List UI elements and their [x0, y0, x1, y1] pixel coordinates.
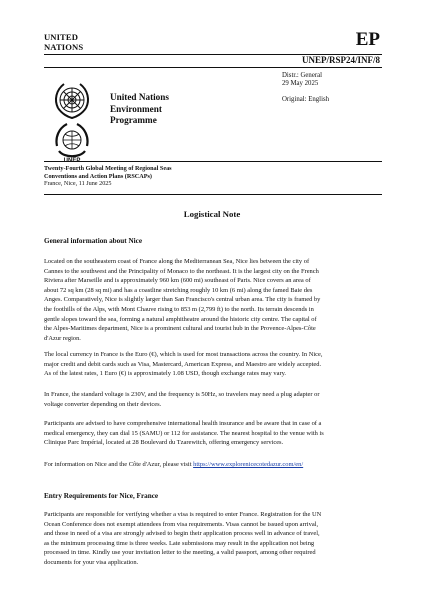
- ep-mark: EP: [355, 29, 380, 50]
- header-rule-thick: [44, 67, 382, 68]
- meeting-line1: Twenty-Fourth Global Meeting of Regional Seas: [44, 165, 172, 172]
- org-line2: Environment: [110, 103, 162, 114]
- un-header: [44, 32, 83, 52]
- section-heading-entry: Entry Requirements for Nice, France: [44, 492, 159, 500]
- paragraph-voltage: In France, the standard voltage is 230V, and the frequency is 50Hz, so travelers may need a plug adapter or voltage converter depending on their devices.: [44, 391, 320, 408]
- org-line1: United Nations: [110, 92, 169, 102]
- paragraph-visa: Participants are responsible for verifying whether a visa is required to enter France. Registration for the UN Ocean Conference does not exempt attendees from visa requirements. Visas cannot be issued upon arrival, and those in need of a visa are strongly advised to begin their application process well in advance of travel, as the minimum processing time is three weeks. Late submissions may result in the application not being processed in time. Kindly use your invitation letter to the meeting, a valid passport, among other required documents for your visa application.: [44, 511, 322, 566]
- original-language: Original: English: [282, 96, 330, 103]
- un-line1: UNITED: [44, 32, 79, 42]
- un-line2: NATIONS: [44, 42, 84, 52]
- document-symbol: UNEP/RSP24/INF/8: [301, 55, 380, 65]
- org-line3: Programme: [110, 115, 157, 125]
- document-title: Logistical Note: [183, 209, 241, 219]
- un-emblem-icon: [50, 78, 94, 122]
- nice-tourism-link[interactable]: https://www.explorenicecotedazur.com/en/: [193, 461, 304, 468]
- title-rule: [44, 194, 382, 195]
- date: 29 May 2025: [282, 80, 319, 87]
- section-heading-general: General information about Nice: [44, 237, 143, 245]
- unep-emblem-icon: [50, 120, 94, 164]
- svg-text:UNEP: UNEP: [63, 158, 81, 164]
- meeting-line3: France, Nice, 11 June 2025: [44, 180, 112, 188]
- distribution: Distr.: General: [282, 72, 323, 79]
- meeting-rule: [44, 161, 382, 162]
- paragraph-health: Participants are advised to have comprehensive international health insurance and be aware that in case of a medical emergency, they can dial 15 (SAMU) or 112 for assistance. The nearest hospital to the venue with is Clinique Parc Impérial, located at 28 Boulevard du Tzarewitch, offering emergency services.: [44, 420, 324, 447]
- paragraph-location: Located on the southeastern coast of France along the Mediterranean Sea, Nice lies between the city of Cannes to the southwest and the Principality of Monaco to the northeast. It is the largest city on the French Riviera after Marseille and is approximately 960 km (600 mi) southeast of Paris. Nice covers an area of about 72 sq km (28 sq mi) and has a coastline stretching roughly 10 km (6 mi) along the famed Baie des Anges. Comparatively, Nice is slightly larger than San Francisco's central urban area. The city is framed by the foothills of the Alps, with Mont Chauve rising to 853 m (2,799 ft) to the north. Its terrain descends in gentle slopes toward the sea, forming a natural amphitheatre around the historic city centre. The capital of the Alpes-Maritimes department, Nice is a prominent cultural and tourist hub in the Provence-Alpes-Côte d'Azur region.: [44, 258, 321, 342]
- meeting-line2: Conventions and Action Plans (RSCAPs): [44, 172, 152, 180]
- paragraph-more-info: For information on Nice and the Côte d'Azur, please visit https://www.explorenicecotedazur.com/en/: [44, 461, 304, 468]
- organization-name: [110, 92, 169, 127]
- paragraph-currency: The local currency in France is the Euro (€), which is used for most transactions across the country. In Nice, major credit and debit cards such as Visa, Mastercard, American Express, and Maestro are widely accepted. As of the latest rates, 1 Euro (€) is approximately 1.08 USD, though exchange rates may vary.: [44, 351, 323, 378]
- meeting-info: [44, 165, 172, 188]
